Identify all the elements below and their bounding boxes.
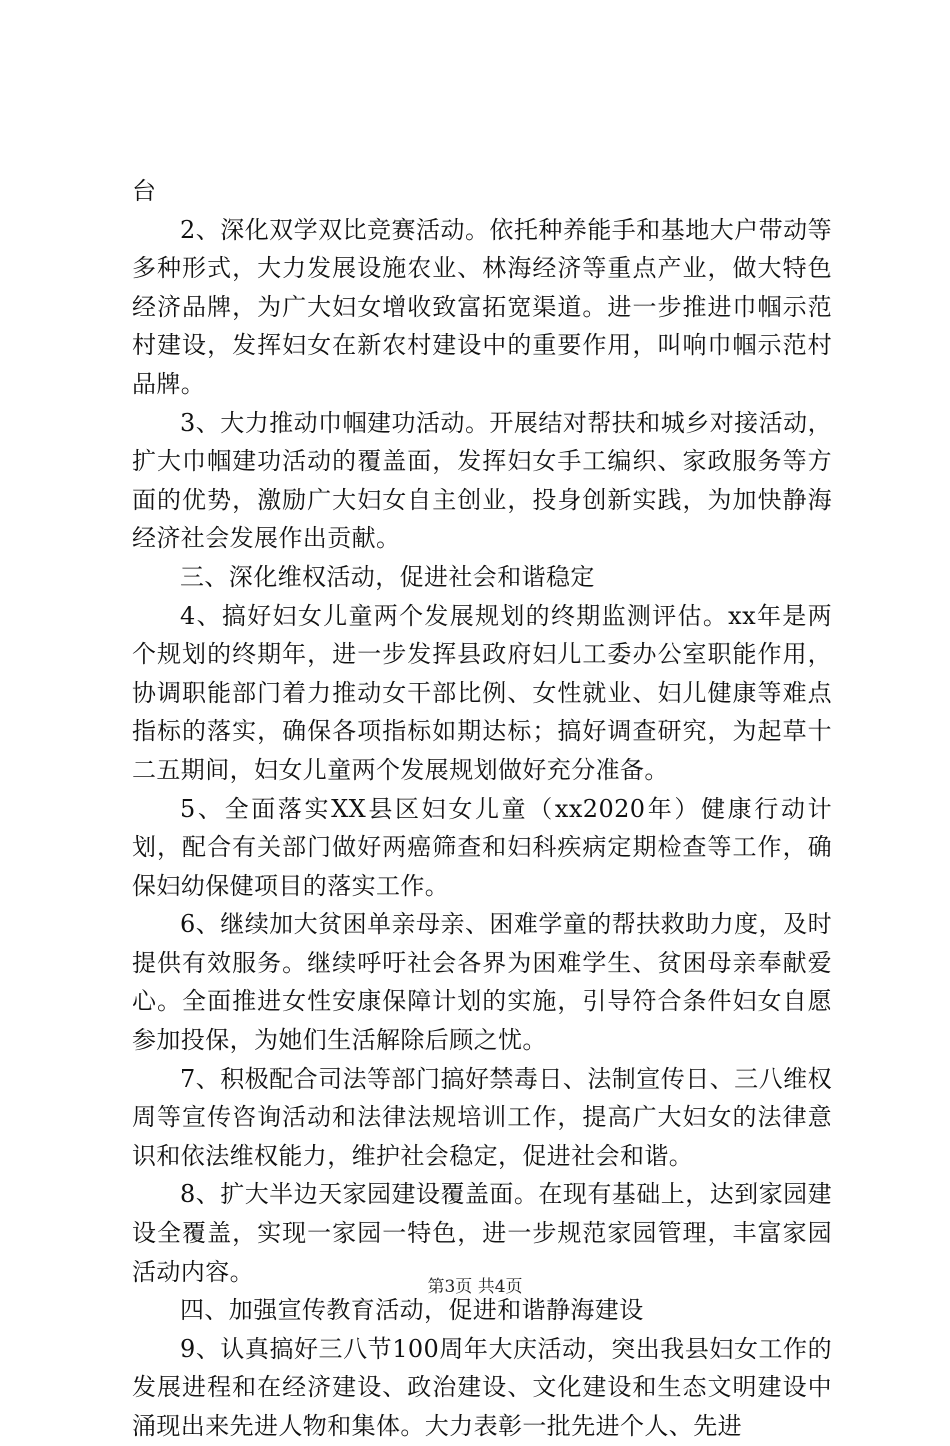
paragraph-item-7: 7、积极配合司法等部门搞好禁毒日、法制宣传日、三八维权周等宣传咨询活动和法律法规培训工作，提高广大妇女的法律意识和依法维权能力，维护社会稳定，促进社会和谐。: [132, 1064, 832, 1170]
paragraph-continuation: 台: [132, 177, 157, 205]
paragraph-item-3: 3、大力推动巾帼建功活动。开展结对帮扶和城乡对接活动，扩大巾帼建功活动的覆盖面，发挥妇女手工编织、家政服务等方面的优势，激励广大妇女自主创业，投身创新实践，为加快静海经济社会发展作出贡献。: [132, 408, 832, 553]
paragraph-item-9: 9、认真搞好三八节100周年大庆活动，突出我县妇女工作的发展进程和在经济建设、政治建设、文化建设和生态文明建设中涌现出来先进人物和集体。大力表彰一批先进个人、先进: [132, 1334, 832, 1440]
page-number-footer: 第3页 共4页: [427, 1277, 523, 1297]
document-body: [132, 172, 832, 1446]
paragraph-item-6: 6、继续加大贫困单亲母亲、困难学童的帮扶救助力度，及时提供有效服务。继续呼吁社会各界为困难学生、贫困母亲奉献爱心。全面推进女性安康保障计划的实施，引导符合条件妇女自愿参加投保，为她们生活解除后顾之忧。: [132, 910, 832, 1055]
paragraph-item-5: 5、全面落实XX县区妇女儿童（xx2020年）健康行动计划，配合有关部门做好两癌筛查和妇科疾病定期检查等工作，确保妇幼保健项目的落实工作。: [132, 794, 832, 900]
section-heading-4: 四、加强宣传教育活动，促进和谐静海建设: [180, 1296, 644, 1325]
section-heading-3: 三、深化维权活动，促进社会和谐稳定: [180, 562, 595, 591]
paragraph-item-8: 8、扩大半边天家园建设覆盖面。在现有基础上，达到家园建设全覆盖，实现一家园一特色，进一步规范家园管理，丰富家园活动内容。: [132, 1180, 832, 1286]
paragraph-item-4: 4、搞好妇女儿童两个发展规划的终期监测评估。xx年是两个规划的终期年，进一步发挥县政府妇儿工委办公室职能作用，协调职能部门着力推动女干部比例、女性就业、妇儿健康等难点指标的落实，确保各项指标如期达标；搞好调查研究，为起草十二五期间，妇女儿童两个发展规划做好充分准备。: [132, 601, 832, 784]
paragraph-item-2: 2、深化双学双比竞赛活动。依托种养能手和基地大户带动等多种形式，大力发展设施农业、林海经济等重点产业，做大特色经济品牌，为广大妇女增收致富拓宽渠道。进一步推进巾帼示范村建设，发挥妇女在新农村建设中的重要作用，叫响巾帼示范村品牌。: [132, 215, 832, 398]
